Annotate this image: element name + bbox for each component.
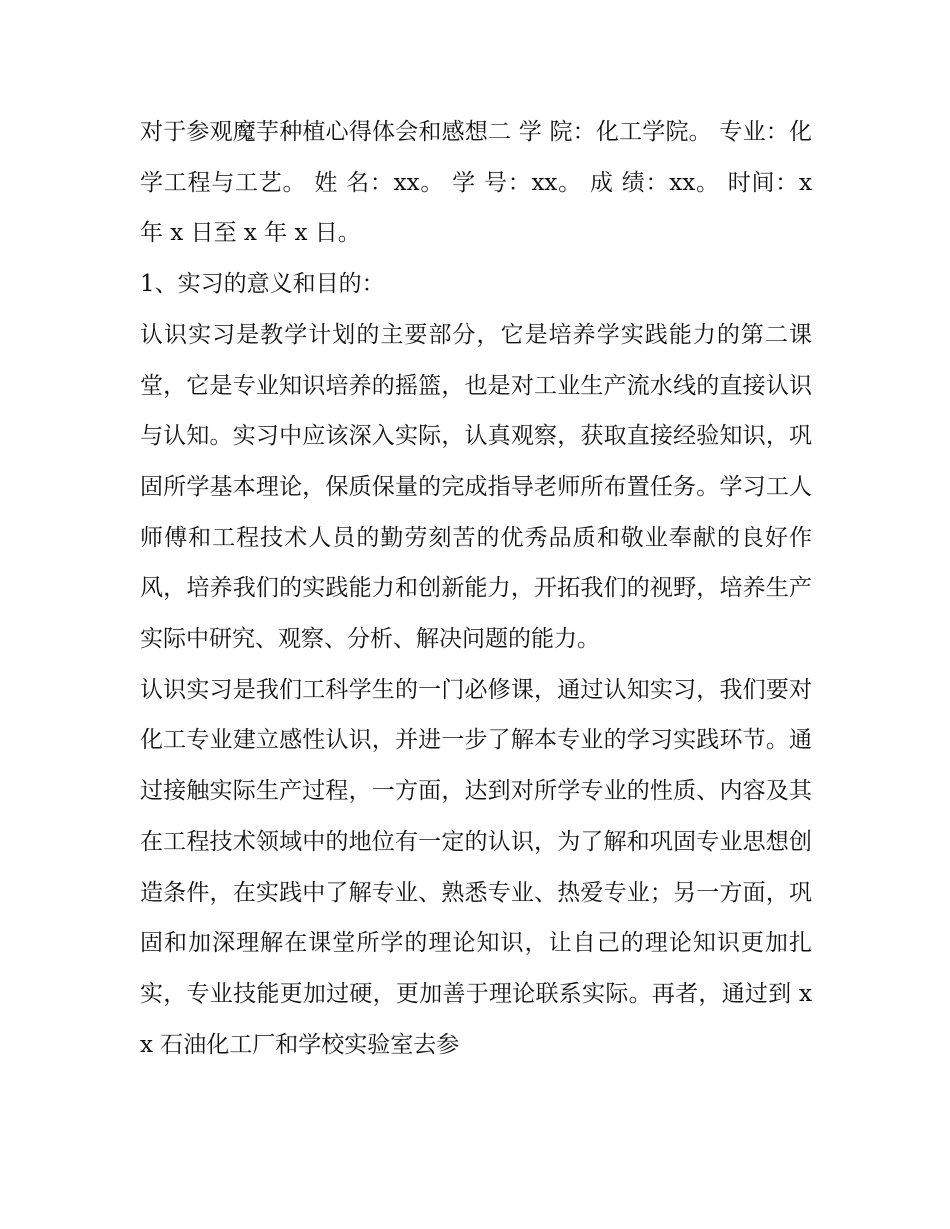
section-heading: 1、实习的意义和目的： <box>140 271 385 298</box>
paragraph-purpose: 认识实习是教学计划的主要部分，它是培养学实践能力的第二课堂，它是专业知识培养的摇篮，也是对工业生产流水线的直接认识与认知。实习中应该深入实际，认真观察，获取直接经验知识，巩固所学基本理论，保质保量的完成指导老师所布置任务。学习工人师傅和工程技术人员的勤劳刻苦的优秀品质和敬业奉献的良好作风，培养我们的实践能力和创新能力，开拓我们的视野，培养生产实际中研究、观察、分析、解决问题的能力。 <box>140 321 812 653</box>
document-header: 对于参观魔芋种植心得体会和感想二 学 院：化工学院。 专业：化学工程与工艺。 姓 名：xx。 学 号：xx。 成 绩：xx。 时间：x 年 x 日至 x 年 x 日。 <box>140 119 812 247</box>
paragraph-course: 认识实习是我们工科学生的一门必修课，通过认知实习，我们要对化工专业建立感性认识，并进一步了解本专业的学习实践环节。通过接触实际生产过程，一方面，达到对所学专业的性质、内容及其在工程技术领域中的地位有一定的认识，为了解和巩固专业思想创造条件，在实践中了解专业、熟悉专业、热爱专业；另一方面，巩固和加深理解在课堂所学的理论知识，让自己的理论知识更加扎实，专业技能更加过硬，更加善于理论联系实际。再者，通过到 xx 石油化工厂和学校实验室去参 <box>140 676 812 1058</box>
document-page <box>140 107 812 1070</box>
